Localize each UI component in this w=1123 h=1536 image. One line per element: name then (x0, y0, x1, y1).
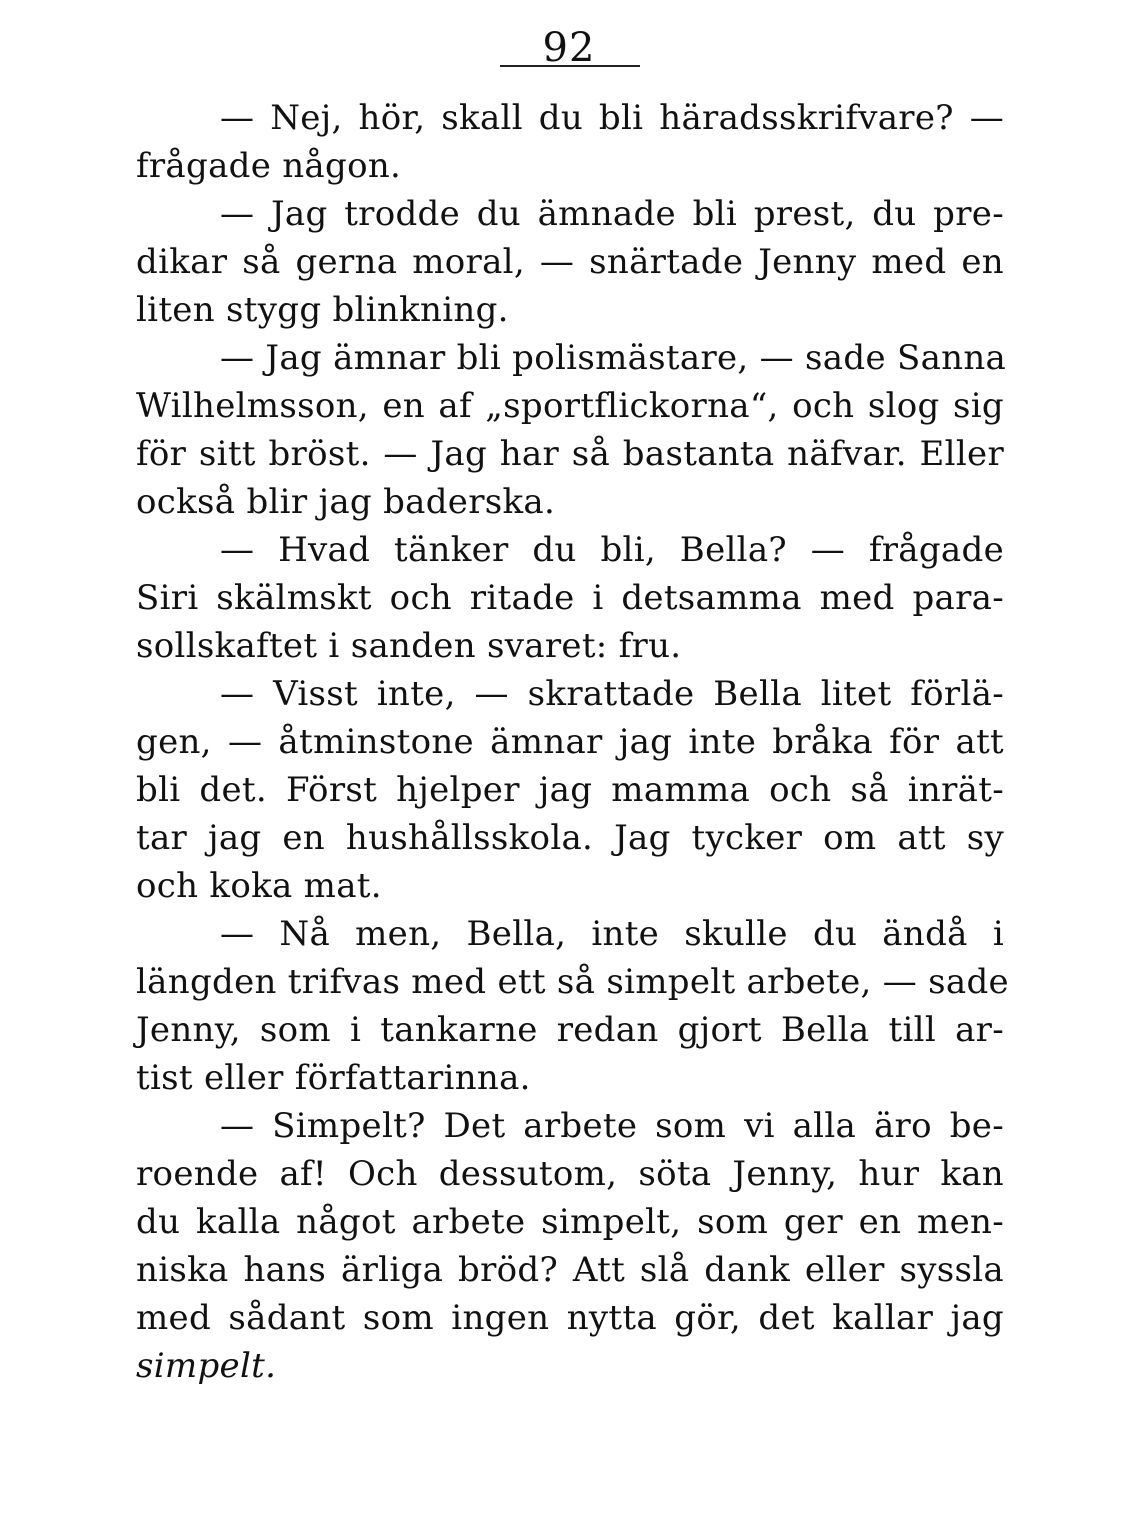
page-number: 92 (542, 25, 596, 71)
text-line: roende af! Och dessutom, söta Jenny, hur kan (136, 1154, 1004, 1194)
text-line: sollskaftet i sanden svaret: fru. (136, 626, 682, 666)
text-line: — Jag trodde du ämnade bli prest, du pre- (220, 194, 1004, 234)
text-line: — Hvad tänker du bli, Bella? — frågade (220, 530, 1004, 570)
text-line: gen, — åtminstone ämnar jag inte bråka för att (136, 722, 1004, 762)
text-line: — Nej, hör, skall du bli häradsskrifvare? — (220, 98, 1004, 138)
text-line: du kalla något arbete simpelt, som ger en men- (136, 1202, 1004, 1242)
text-line: Siri skälmskt och ritade i detsamma med para- (136, 578, 1004, 618)
page-number-rule (500, 65, 640, 67)
text-line: och koka mat. (136, 866, 382, 906)
text-line: för sitt bröst. — Jag har så bastanta näfvar. Eller (136, 434, 1004, 474)
text-line: — Nå men, Bella, inte skulle du ändå i (220, 914, 1004, 954)
text-line: dikar så gerna moral, — snärtade Jenny med en (136, 242, 1004, 282)
text-line: Wilhelmsson, en af „sportflickorna“, och slog sig (136, 386, 1004, 426)
text-line: längden trifvas med ett så simpelt arbete, — sade (136, 962, 1009, 1002)
text-line: också blir jag baderska. (136, 482, 556, 522)
text-line: — Jag ämnar bli polismästare, — sade Sanna (220, 338, 1007, 378)
text-line: liten stygg blinkning. (136, 290, 509, 330)
text-line: — Simpelt? Det arbete som vi alla äro be- (220, 1106, 1004, 1146)
text-line: simpelt. (136, 1346, 277, 1386)
text-line: niska hans ärliga bröd? Att slå dank eller syssla (136, 1250, 1004, 1290)
body-text (136, 94, 1009, 1390)
text-line: tar jag en hushållsskola. Jag tycker om att sy (136, 818, 1004, 858)
text-line: bli det. Först hjelper jag mamma och så inrät- (136, 770, 1004, 810)
text-line: — Visst inte, — skrattade Bella litet förlä- (220, 674, 1004, 714)
text-line: tist eller författarinna. (136, 1058, 531, 1098)
text-line: frågade någon. (136, 146, 402, 186)
text-line: Jenny, som i tankarne redan gjort Bella till ar- (136, 1010, 1004, 1050)
text-line: med sådant som ingen nytta gör, det kallar jag (136, 1298, 1004, 1338)
